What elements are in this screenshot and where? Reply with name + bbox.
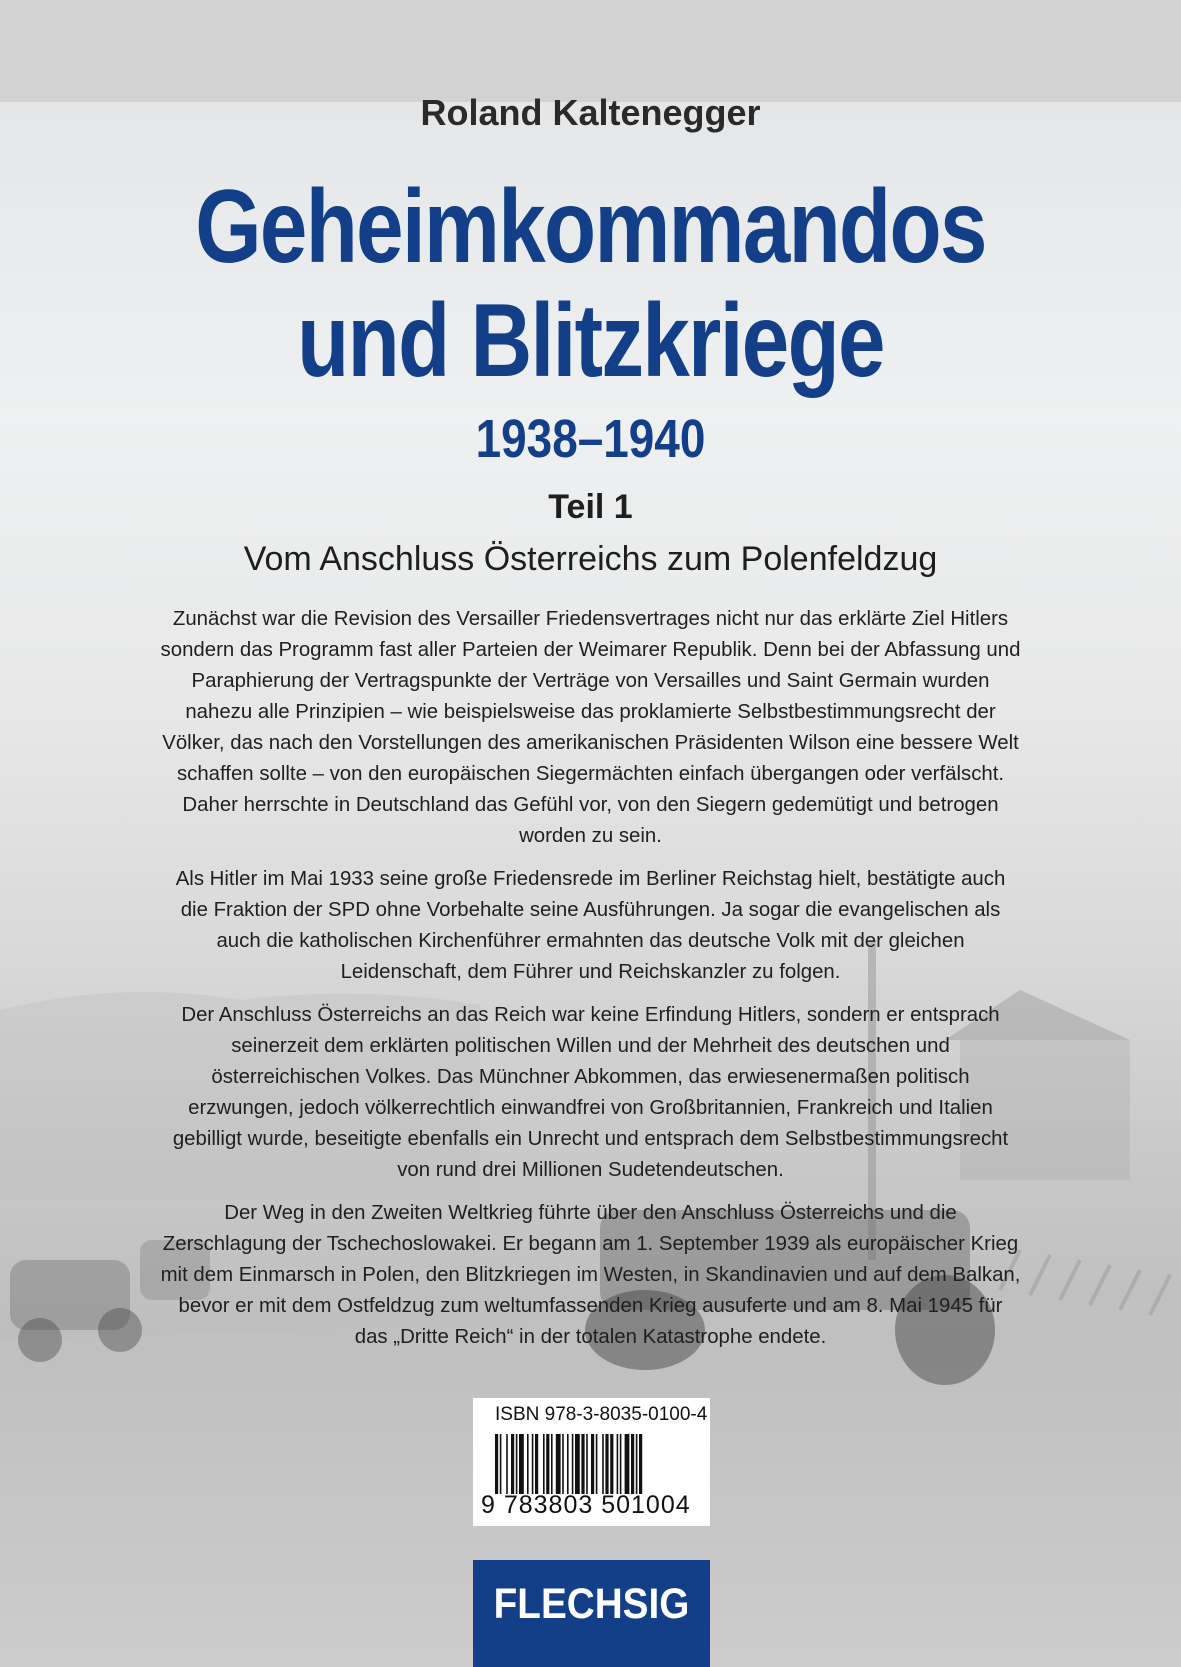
barcode-bar (562, 1434, 564, 1494)
barcode-bar (543, 1434, 545, 1494)
barcode-bar (575, 1434, 580, 1494)
title-line-1: Geheimkommandos (195, 169, 986, 285)
barcode-bar (535, 1434, 538, 1494)
top-band (0, 0, 1181, 102)
blurb-paragraph: Der Anschluss Österreichs an das Reich war keine Erfindung Hitlers, sondern er entsprach seinerzeit dem erklärten politischen Willen und der Mehrheit des deutschen und österreichischen Volkes. Das Münchner Abkommen, das erwiesenermaßen politisch erzwungen, jedoch völkerrechtlich einwandfrei von Großbritannien, Frankreich und Italien gebilligt wurde, beseitigte ebenfalls ein Unrecht und entsprach dem Selbstbestimmungsrecht von rund drei Millionen Sudetendeutschen. (172, 1004, 1009, 1181)
barcode-bar (511, 1434, 514, 1494)
author-name: Roland Kaltenegger (420, 92, 761, 133)
barcode-bar (625, 1434, 630, 1494)
barcode-bar (581, 1434, 584, 1494)
barcode-bar (639, 1434, 642, 1494)
barcode-bar (556, 1434, 561, 1494)
barcode-bar (636, 1434, 638, 1494)
barcode-bar (617, 1434, 619, 1494)
barcode-bar (591, 1434, 594, 1494)
barcode-box (473, 1398, 710, 1526)
barcode-bar (516, 1434, 518, 1494)
subtitle: Vom Anschluss Österreichs zum Polenfeldzug (243, 540, 938, 578)
barcode-bar (586, 1434, 588, 1494)
barcode-bar (572, 1434, 574, 1494)
publisher-name: FLECHSIG (493, 1580, 690, 1628)
barcode-bar (500, 1434, 502, 1494)
publisher-logo (473, 1560, 710, 1667)
blurb-paragraph: Der Weg in den Zweiten Weltkrieg führte über den Anschluss Österreichs und die Zerschlagung der Tschechoslowakei. Er begann am 1. September 1939 als europäischer Krieg mit dem Einmarsch in Polen, den Blitzkriegen im Westen, in Skandinavien und auf dem Balkan, bevor er mit dem Ostfeldzug zum weltumfassenden Krieg ausuferte und am 8. Mai 1945 für das „Dritte Reich“ in der totalen Katastrophe endete. (160, 1202, 1021, 1348)
blurb-text (160, 604, 1021, 1365)
barcode-bar (506, 1434, 508, 1494)
title-years: 1938–1940 (475, 409, 706, 469)
barcode-bar (546, 1434, 549, 1494)
title-line-2: und Blitzkriege (297, 283, 884, 399)
blurb-paragraph: Als Hitler im Mai 1933 seine große Friedensrede im Berliner Reichstag hielt, bestätigte auch die Fraktion der SPD ohne Vorbehalte seine Ausführungen. Ja sogar die evangelischen als auch die katholischen Kirchenführer ermahnten das deutsche Volk mit der gleichen Leidenschaft, dem Führer und Reichskanzler zu folgen. (175, 868, 1006, 983)
barcode-bar (602, 1434, 604, 1494)
barcode-bar (532, 1434, 534, 1494)
part-label: Teil 1 (548, 488, 633, 526)
barcode-bar (551, 1434, 553, 1494)
barcode-bar (495, 1434, 498, 1494)
barcode-bar (519, 1434, 524, 1494)
barcode-bar (567, 1434, 569, 1494)
book-title (106, 170, 1074, 398)
blurb-paragraph: Zunächst war die Revision des Versailler Friedensvertrages nicht nur das erklärte Ziel Hitlers sondern das Programm fast aller Parteien der Weimarer Republik. Denn bei der Abfassung und Paraphierung der Vertragspunkte der Verträge von Versailles und Saint Germain wurden nahezu alle Prinzipien – wie beispielsweise das proklamierte Selbstbestimmungsrecht der Völker, das nach den Vorstellungen des amerikanischen Präsidenten Wilson eine bessere Welt schaffen sollte – von den europäischen Siegermächten einfach übergangen oder verfälscht. Daher herrschte in Deutschland das Gefühl vor, von den Siegern gedemütigt und betrogen worden zu sein. (160, 608, 1021, 847)
isbn-label: ISBN 978-3-8035-0100-4 (495, 1404, 708, 1425)
barcode-bars (495, 1434, 690, 1494)
barcode-bar (610, 1434, 613, 1494)
barcode-bar (620, 1434, 622, 1494)
ean-digits: 9 783803 501004 (481, 1491, 691, 1519)
barcode-bar (605, 1434, 608, 1494)
barcode-bar (527, 1434, 529, 1494)
barcode-bar (631, 1434, 634, 1494)
barcode-bar (596, 1434, 598, 1494)
